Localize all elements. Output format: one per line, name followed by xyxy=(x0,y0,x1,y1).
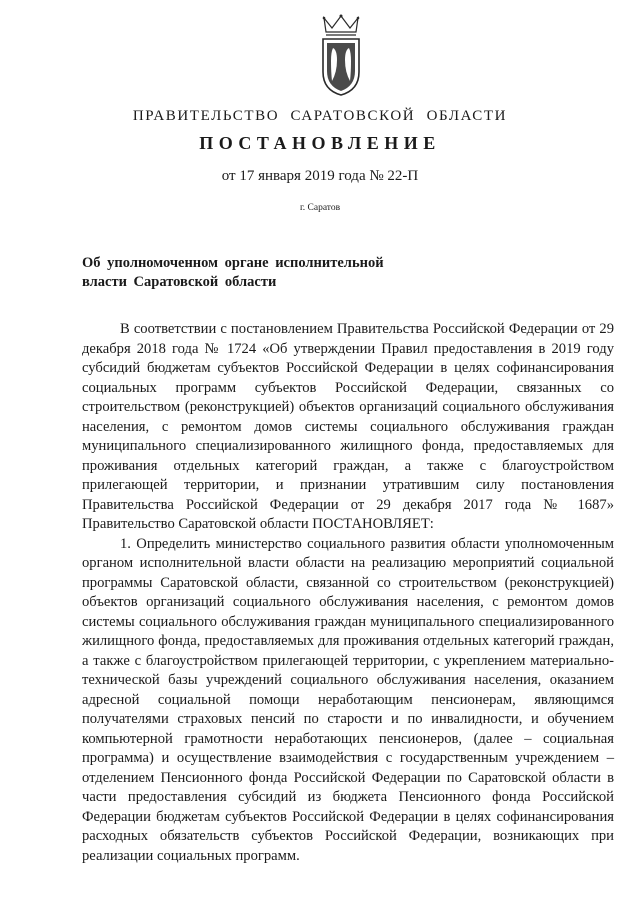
subject-line-1: Об уполномоченном органе исполнительной xyxy=(82,255,384,271)
date-and-number: от 17 января 2019 года № 22-П xyxy=(221,168,419,184)
document-type: ПОСТАНОВЛЕНИЕ xyxy=(199,133,441,153)
government-name: ПРАВИТЕЛЬСТВО САРАТОВСКОЙ ОБЛАСТИ xyxy=(132,108,508,124)
item-1-paragraph: 1. Определить министерство социального развития области уполномоченным органом исполнительной власти области на реализацию мероприятий социальной программы Саратовской области, связанной со строительством (реконструкцией) объектов организаций социального обслуживания населения, с ремонтом домов системы социального обслуживания граждан муниципального специализированного жилищного фонда, предоставляемых для проживания отдельных категорий граждан, а также с благоустройством прилегающей территории, с укреплением материально-технической базы учреждений социального обслуживания населения, оказанием адресной социальной помощи неработающим пенсионерам, являющимся получателями страховых пенсий по старости и по инвалидности, и обучением компьютерной грамотности неработающих пенсионеров, (далее – социальная программа) и осуществление взаимодействия с государственным учреждением – отделением Пенсионного фонда Российской Федерации по Саратовской области в части предоставления субсидий из бюджета Пенсионного фонда Российской Федерации бюджетам субъектов Российской Федерации в целях софинансирования расходных обязательств субъектов Российской Федерации, возникающих при реализации социальных программ. xyxy=(82,535,614,864)
saratov-coat-of-arms-icon xyxy=(318,14,364,96)
preamble-paragraph: В соответствии с постановлением Правительства Российской Федерации от 29 декабря 2018 года № 1724 «Об утверждении Правил предоставления в 2019 году субсидий бюджетам субъектов Российской Федерации в целях софинансирования социальных программ субъектов Российской Федерации, связанных со строительством (реконструкцией) объектов организаций социального обслуживания населения, с ремонтом домов системы социального обслуживания граждан муниципального специализированного жилищного фонда, предоставляемых для проживания отдельных категорий граждан, а также с благоустройством прилегающей территории, и признании утратившим силу постановления Правительства Российской Федерации от 29 декабря 2017 года № 1687» Правительство Саратовской области ПОСТАНОВЛЯЕТ: xyxy=(82,321,614,532)
subject-line-2: власти Саратовской области xyxy=(82,274,277,290)
city: г. Саратов xyxy=(299,203,341,213)
document-body xyxy=(82,320,614,866)
document-subject xyxy=(82,254,422,292)
